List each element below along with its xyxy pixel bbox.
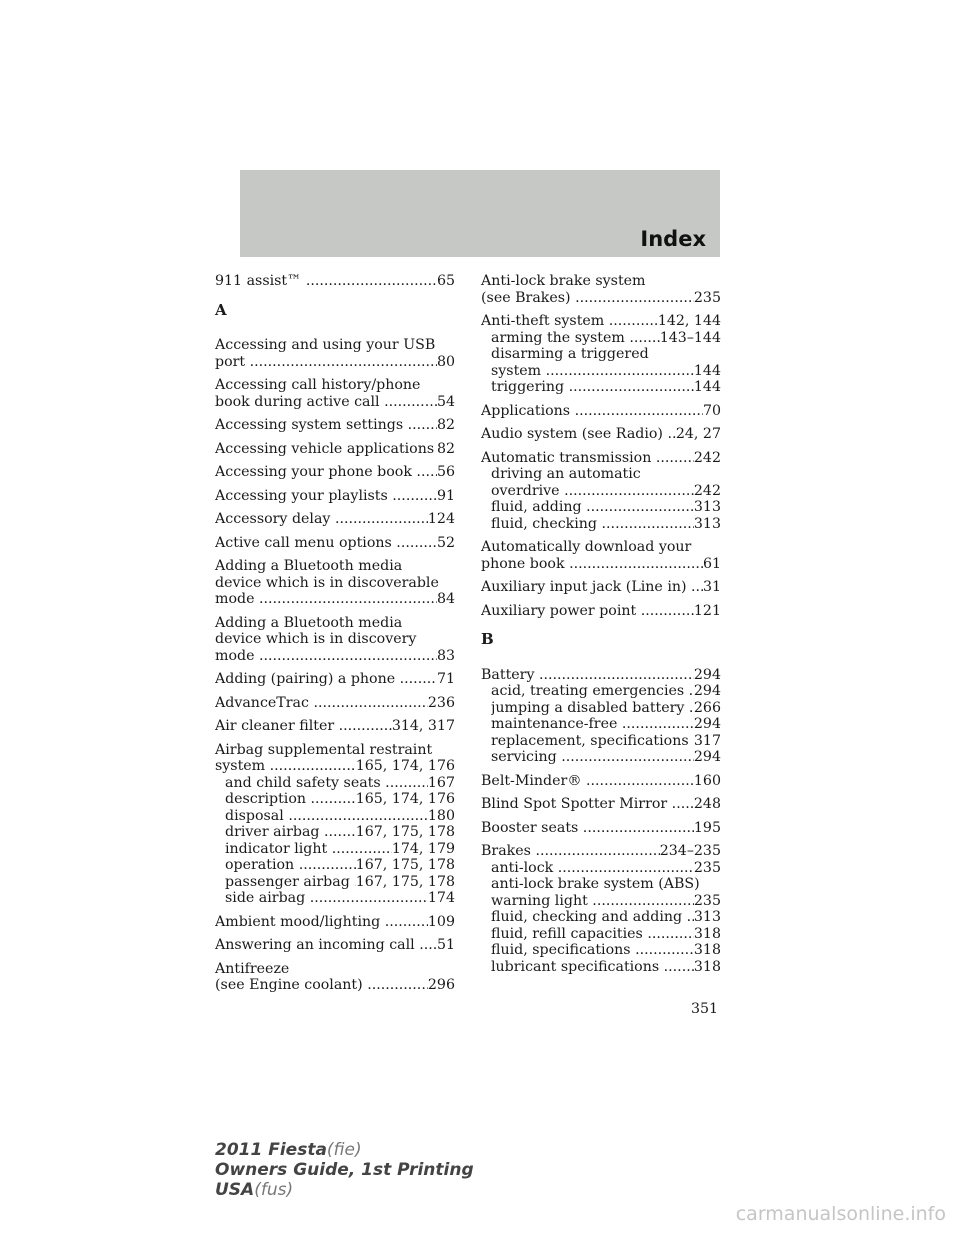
entry-page: 144 xyxy=(693,362,721,379)
entry-page: 91 xyxy=(436,487,455,504)
entry-label: fluid, specifications ..... xyxy=(491,942,694,959)
entry-label: phone book ..... xyxy=(481,556,703,573)
entry-page: 61 xyxy=(702,555,721,572)
entry-page: 54 xyxy=(436,393,455,410)
entry-page: 180 xyxy=(427,807,455,824)
entry-label: replacement, specifications ..... xyxy=(491,733,694,750)
index-subentry xyxy=(481,749,721,766)
entry-label: passenger airbag ..... xyxy=(225,874,356,891)
entry-label: disarming a triggered xyxy=(491,346,649,362)
entry-label: triggering ..... xyxy=(491,379,694,396)
index-subentry xyxy=(481,942,721,959)
entry-label: fluid, adding ..... xyxy=(491,499,694,516)
entry-page: 160 xyxy=(693,772,721,789)
entry-label: Answering an incoming call ..... xyxy=(215,937,437,954)
entry-label: servicing ..... xyxy=(491,749,694,766)
index-subentry xyxy=(215,857,455,874)
entry-page: 52 xyxy=(436,534,455,551)
index-entry xyxy=(481,450,721,533)
entry-label: Audio system (see Radio) ..... xyxy=(481,426,676,443)
entry-label: (see Engine coolant) ..... xyxy=(215,977,428,994)
entry-page: 165, 174, 176 xyxy=(355,791,455,807)
footer-region-code: (fus) xyxy=(254,1180,294,1200)
entry-page: 242 xyxy=(693,482,721,499)
entry-label: AdvanceTrac ..... xyxy=(215,695,428,712)
entry-page: 317 xyxy=(693,732,721,749)
index-entry xyxy=(481,796,721,813)
entry-label: Blind Spot Spotter Mirror ..... xyxy=(481,796,694,813)
index-entry xyxy=(215,615,455,665)
entry-label: side airbag ..... xyxy=(225,890,428,907)
entry-label: operation ..... xyxy=(225,857,356,874)
entry-label: fluid, refill capacities ..... xyxy=(491,926,694,943)
entry-label: anti-lock ..... xyxy=(491,860,694,877)
index-subentry xyxy=(481,860,721,877)
entry-label: Automatically download your xyxy=(481,539,692,555)
index-entry xyxy=(481,273,721,306)
section-title: Index xyxy=(640,227,706,251)
entry-page: 235 xyxy=(693,859,721,876)
index-subentry xyxy=(481,516,721,533)
index-subentry xyxy=(215,775,455,792)
section-letter-a: A xyxy=(215,300,227,319)
entry-label: device which is in discovery xyxy=(215,631,417,647)
index-subentry xyxy=(481,893,721,910)
footer-model: 2011 Fiesta xyxy=(215,1140,327,1160)
index-subentry xyxy=(215,874,455,891)
entry-label: book during active call ..... xyxy=(215,394,437,411)
section-letter-b: B xyxy=(481,630,494,648)
entry-page: 109 xyxy=(427,913,455,930)
footer-model-code: (fie) xyxy=(326,1140,362,1160)
entry-label: Adding a Bluetooth media xyxy=(215,614,403,631)
entry-page: 313 xyxy=(693,499,721,515)
entry-page: 165, 174, 176 xyxy=(355,758,455,774)
entry-page: 144 xyxy=(693,379,721,395)
entry-label: Active call menu options ..... xyxy=(215,535,437,552)
entry-label: Air cleaner filter ..... xyxy=(215,718,392,735)
entry-label: fluid, checking ..... xyxy=(491,516,694,533)
entry-label: Applications ..... xyxy=(481,403,703,420)
entry-page: 142, 144 xyxy=(657,313,721,329)
entry-label: Auxiliary power point ..... xyxy=(481,603,694,620)
index-entry xyxy=(481,403,721,420)
entry-page: 234–235 xyxy=(659,843,721,859)
index-subentry xyxy=(481,483,721,500)
index-subentry xyxy=(481,683,721,700)
index-subentry xyxy=(215,841,455,858)
index-entry xyxy=(215,337,455,370)
index-entry xyxy=(215,742,455,907)
entry-label: system ..... xyxy=(491,363,694,380)
entry-label: Brakes ..... xyxy=(481,843,660,860)
entry-page: 121 xyxy=(693,602,721,619)
index-subentry xyxy=(481,959,721,976)
entry-label: Accessing vehicle applications ..... xyxy=(215,441,437,458)
entry-label: Ambient mood/lighting ..... xyxy=(215,914,428,931)
entry-page: 167, 175, 178 xyxy=(355,857,455,873)
document-footer xyxy=(215,1140,474,1200)
entry-page: 235 xyxy=(693,892,721,909)
entry-label: driver airbag ..... xyxy=(225,824,356,841)
index-subentry xyxy=(481,909,721,926)
entry-label: Airbag supplemental restraint xyxy=(215,741,433,758)
index-entry xyxy=(481,313,721,396)
index-entry xyxy=(215,464,455,481)
entry-page: 294 xyxy=(693,666,721,683)
entry-page: 82 xyxy=(436,440,455,457)
index-subentry xyxy=(215,824,455,841)
entry-label: Adding (pairing) a phone ..... xyxy=(215,671,437,688)
entry-page: 318 xyxy=(693,958,721,975)
entry-label: mode ..... xyxy=(215,648,437,665)
entry-label: Auxiliary input jack (Line in) ..... xyxy=(481,579,703,596)
entry-label: Accessing system settings ..... xyxy=(215,417,437,434)
index-subentry xyxy=(215,890,455,907)
entry-label: and child safety seats ..... xyxy=(225,775,428,792)
page-number: 351 xyxy=(691,1001,719,1017)
index-subentry xyxy=(481,700,721,717)
entry-label: arming the system ..... xyxy=(491,330,660,347)
entry-page: 167, 175, 178 xyxy=(355,824,455,840)
entry-label: anti-lock brake system (ABS) xyxy=(491,876,700,892)
entry-page: 174, 179 xyxy=(391,840,455,857)
entry-page: 82 xyxy=(436,417,455,433)
entry-page: 294 xyxy=(693,683,721,699)
index-entry xyxy=(215,718,455,735)
index-entry xyxy=(215,937,455,954)
entry-page: 124 xyxy=(427,511,455,527)
entry-page: 71 xyxy=(436,671,455,687)
entry-page: 294 xyxy=(693,716,721,732)
entry-page: 294 xyxy=(693,749,721,765)
index-entry xyxy=(481,579,721,596)
entry-label: maintenance-free ..... xyxy=(491,716,694,733)
entry-page: 65 xyxy=(436,273,455,289)
index-entry xyxy=(215,535,455,552)
entry-label: Accessing call history/phone xyxy=(215,377,421,393)
entry-label: lubricant specifications ..... xyxy=(491,959,694,976)
index-column-right xyxy=(481,273,721,982)
entry-page: 248 xyxy=(693,796,721,812)
footer-guide: Owners Guide, 1st Printing xyxy=(215,1160,474,1180)
entry-page: 167 xyxy=(427,774,455,791)
entry-label: Accessory delay ..... xyxy=(215,511,428,528)
entry-page: 70 xyxy=(702,402,721,419)
entry-label: Anti-lock brake system xyxy=(481,273,646,289)
entry-label: Automatic transmission ..... xyxy=(481,450,694,467)
entry-label: port ..... xyxy=(215,354,437,371)
entry-page: 314, 317 xyxy=(391,718,455,734)
index-subentry xyxy=(481,330,721,347)
entry-label: Booster seats ..... xyxy=(481,820,694,837)
entry-label: Battery ..... xyxy=(481,667,694,684)
index-subentry xyxy=(481,363,721,380)
index-subentry xyxy=(215,791,455,808)
entry-label: mode ..... xyxy=(215,591,437,608)
entry-label: Accessing and using your USB xyxy=(215,337,436,353)
index-entry xyxy=(215,377,455,410)
entry-label: disposal ..... xyxy=(225,808,428,825)
entry-label: Anti-theft system ..... xyxy=(481,313,658,330)
index-entry xyxy=(215,695,455,712)
entry-label: Adding a Bluetooth media xyxy=(215,558,403,574)
entry-label: driving an automatic xyxy=(491,466,641,482)
index-subentry xyxy=(215,808,455,825)
index-entry xyxy=(481,773,721,790)
entry-label: device which is in discoverable xyxy=(215,574,439,591)
entry-page: 31 xyxy=(702,579,721,595)
index-entry xyxy=(215,488,455,505)
entry-label: Antifreeze xyxy=(215,960,290,977)
entry-page: 318 xyxy=(693,942,721,958)
entry-label: indicator light ..... xyxy=(225,841,392,858)
entry-page: 195 xyxy=(693,819,721,836)
entry-page: 296 xyxy=(427,977,455,993)
index-entry xyxy=(215,417,455,434)
entry-page: 84 xyxy=(436,591,455,607)
entry-page: 236 xyxy=(427,694,455,711)
entry-label: warning light ..... xyxy=(491,893,694,910)
entry-page: 266 xyxy=(693,699,721,716)
entry-page: 318 xyxy=(693,925,721,942)
index-entry xyxy=(215,914,455,931)
entry-label: 911 assist™ ..... xyxy=(215,273,437,290)
index-entry xyxy=(481,603,721,620)
entry-page: 83 xyxy=(436,647,455,664)
entry-page: 174 xyxy=(427,890,455,906)
footer-region: USA xyxy=(215,1180,255,1200)
entry-label: overdrive ..... xyxy=(491,483,694,500)
index-subentry xyxy=(481,716,721,733)
index-subentry xyxy=(481,926,721,943)
entry-label: Belt-Minder® ..... xyxy=(481,773,694,790)
index-entry xyxy=(215,558,455,608)
index-entry xyxy=(481,820,721,837)
entry-page: 51 xyxy=(436,937,455,953)
entry-page: 24, 27 xyxy=(675,426,721,442)
entry-label: description ..... xyxy=(225,791,356,808)
entry-page: 56 xyxy=(436,464,455,480)
entry-label: system ..... xyxy=(215,758,356,775)
watermark: carmanualsonline.info xyxy=(735,1203,946,1225)
index-entry xyxy=(215,671,455,688)
index-entry xyxy=(481,667,721,766)
entry-label: fluid, checking and adding ..... xyxy=(491,909,694,926)
entry-page: 80 xyxy=(436,353,455,370)
index-column-left xyxy=(215,273,455,1001)
entry-page: 242 xyxy=(693,449,721,466)
entry-label: jumping a disabled battery ..... xyxy=(491,700,694,717)
index-entry xyxy=(481,539,721,572)
index-subentry xyxy=(481,499,721,516)
entry-label: Accessing your phone book ..... xyxy=(215,464,437,481)
entry-page: 143–144 xyxy=(659,329,721,346)
index-entry xyxy=(481,843,721,975)
index-entry xyxy=(215,273,455,290)
index-entry xyxy=(215,441,455,458)
entry-page: 313 xyxy=(693,515,721,532)
index-subentry xyxy=(481,379,721,396)
header-band xyxy=(240,170,720,257)
index-entry xyxy=(481,426,721,443)
entry-page: 167, 175, 178 xyxy=(355,873,455,890)
entry-label: (see Brakes) ..... xyxy=(481,290,694,307)
entry-label: Accessing your playlists ..... xyxy=(215,488,437,505)
index-subentry xyxy=(481,733,721,750)
index-entry xyxy=(215,511,455,528)
entry-label: acid, treating emergencies ..... xyxy=(491,683,694,700)
index-entry xyxy=(215,961,455,994)
entry-page: 235 xyxy=(693,289,721,306)
entry-page: 313 xyxy=(693,909,721,925)
